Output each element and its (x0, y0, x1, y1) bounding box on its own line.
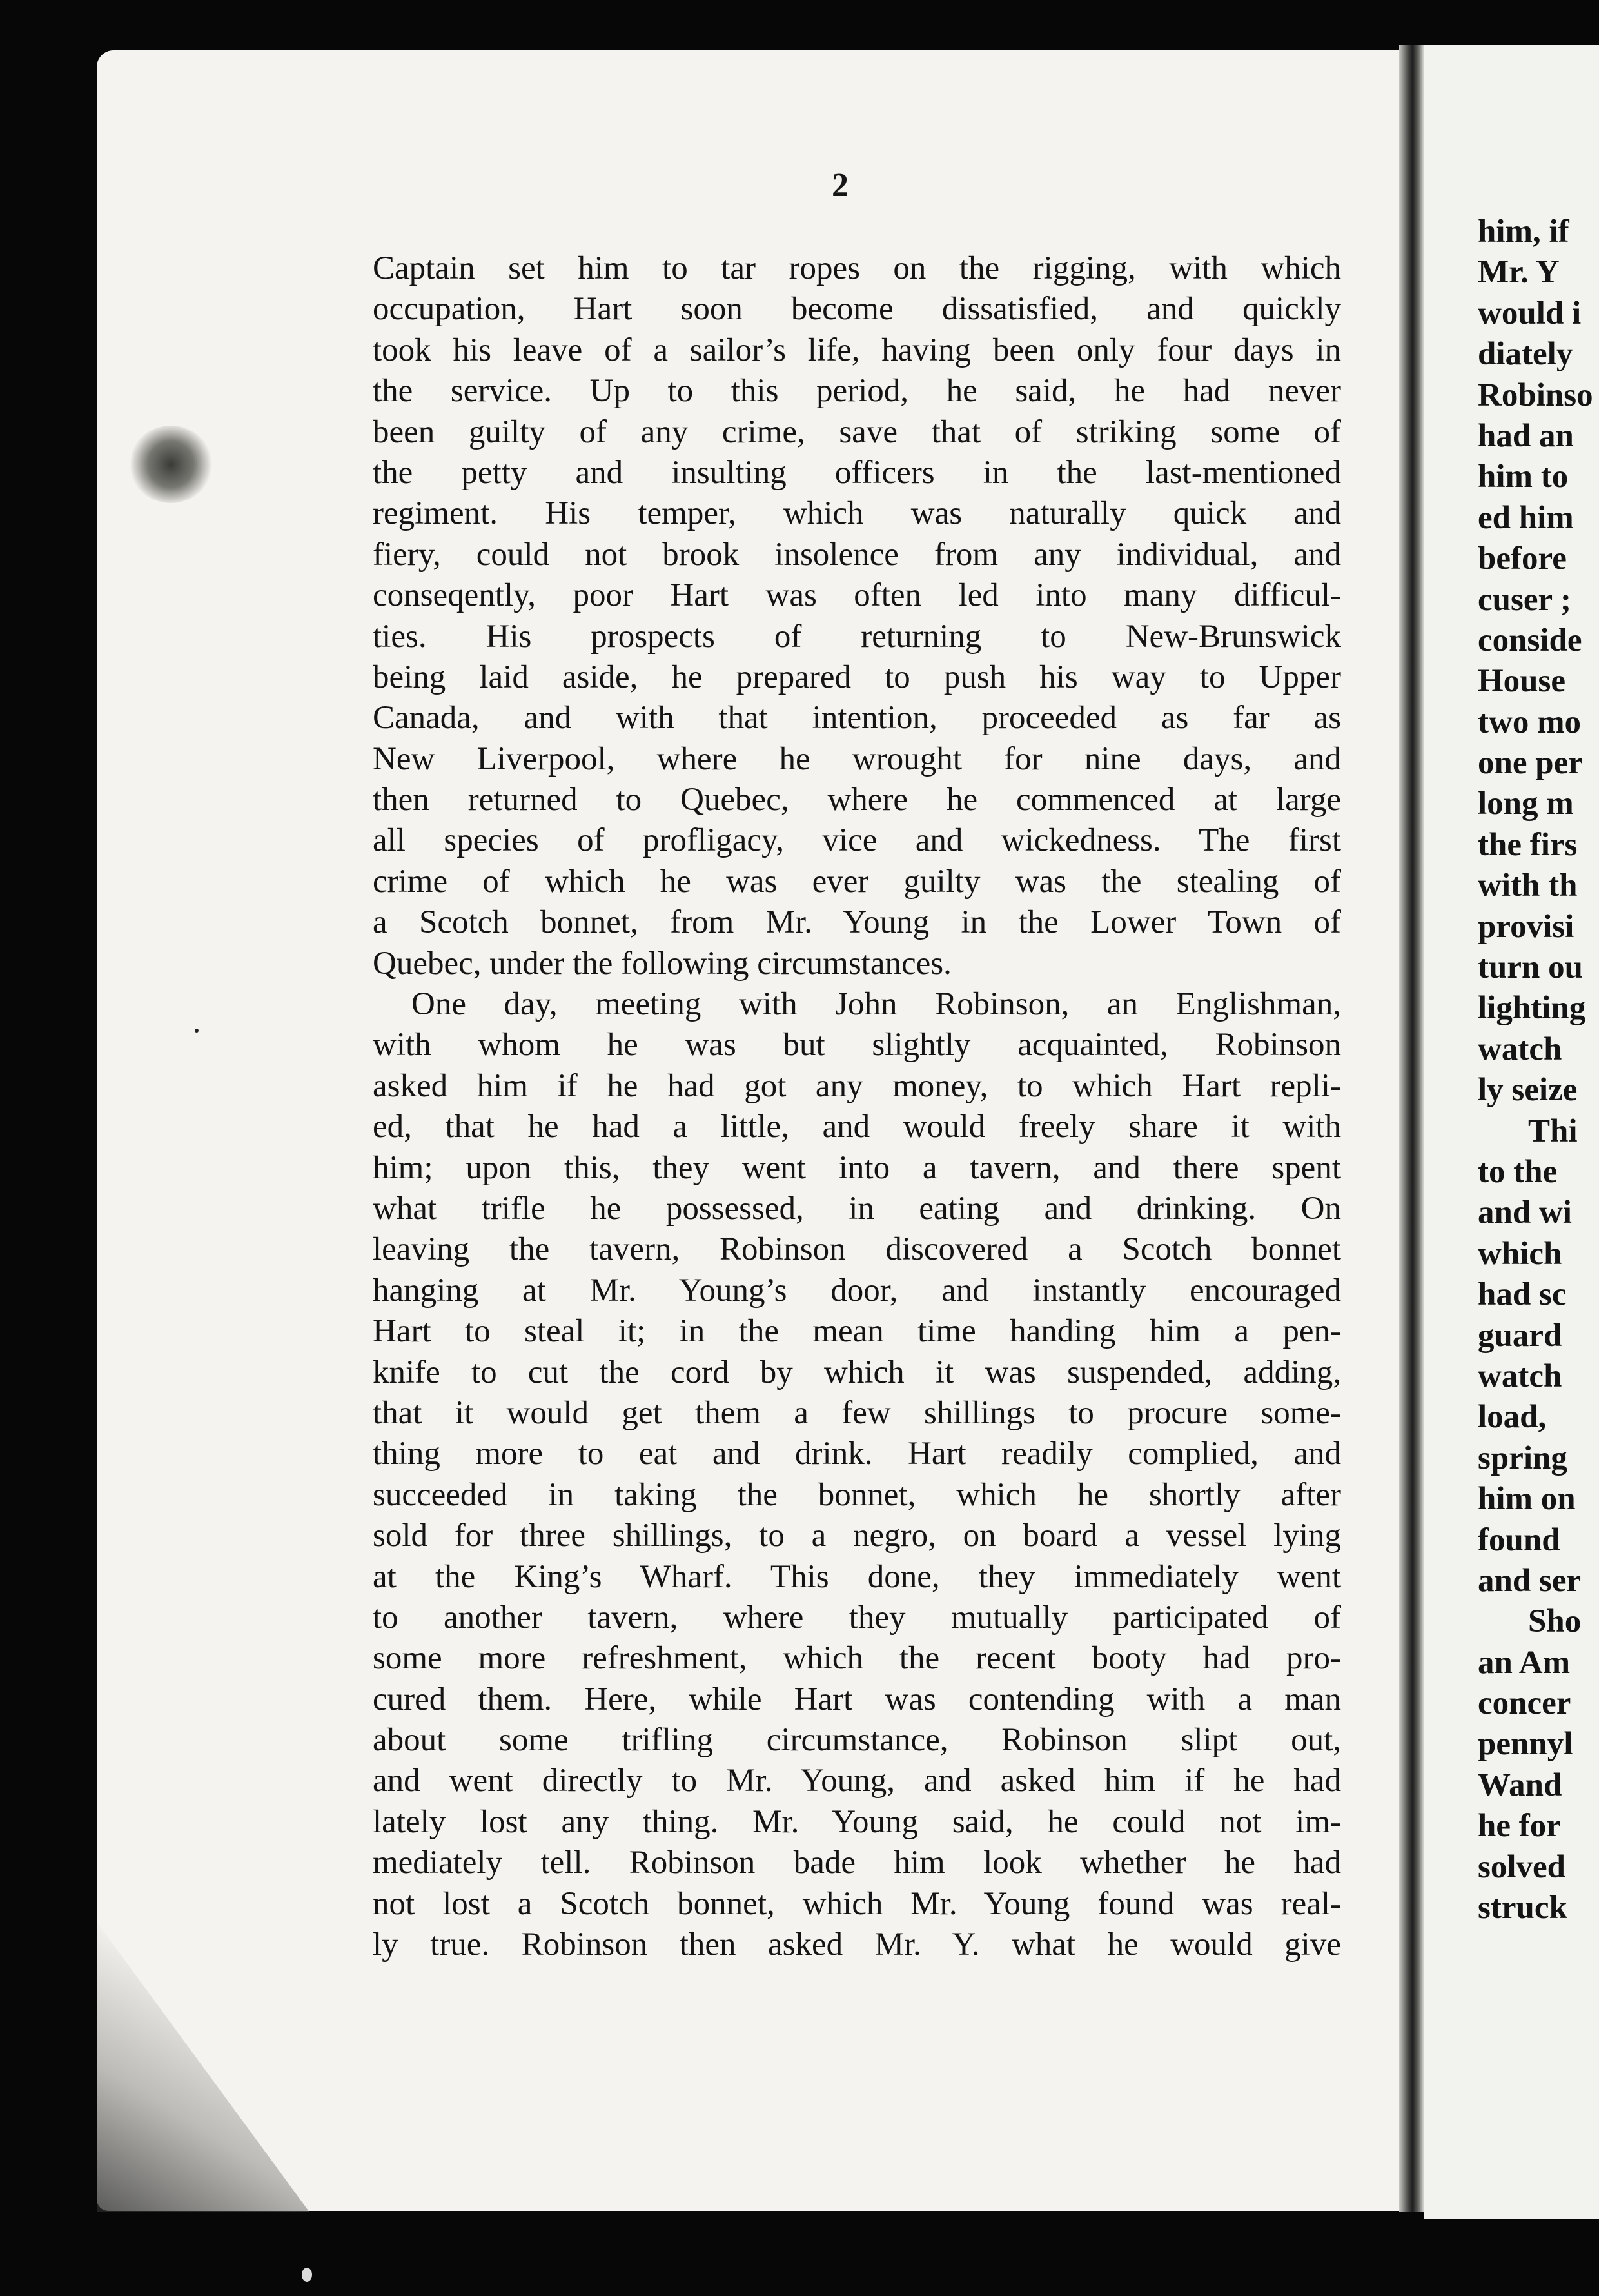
right-page-text-column (1478, 212, 1593, 1928)
text-line: New Liverpool, where he wrought for nine days, and (373, 740, 1341, 777)
text-line: ties. His prospects of returning to New-Brunswick (373, 618, 1341, 655)
text-line: some more refreshment, which the recent booty had pro- (373, 1640, 1341, 1677)
right-page-text-line: and wi (1478, 1194, 1572, 1231)
right-page-text-line: Mr. Y (1478, 254, 1560, 291)
text-line: ly true. Robinson then asked Mr. Y. what he would give (373, 1926, 1341, 1963)
right-page-text-line: him, if (1478, 213, 1569, 250)
text-line: asked him if he had got any money, to which Hart repli- (373, 1067, 1341, 1104)
text-line: succeeded in taking the bonnet, which he shortly after (373, 1476, 1341, 1513)
right-page-text-line: diately (1478, 336, 1573, 373)
text-line: what trifle he possessed, in eating and drinking. On (373, 1190, 1341, 1227)
text-line: crime of which he was ever guilty was the stealing of (373, 863, 1341, 900)
right-page-text-line: turn ou (1478, 949, 1583, 986)
text-line: sold for three shillings, to a negro, on board a vessel lying (373, 1518, 1341, 1554)
right-page-text-line: had an (1478, 417, 1574, 454)
text-line: the service. Up to this period, he said, he had never (373, 373, 1341, 410)
right-page-text-line: long m (1478, 786, 1574, 822)
text-line: a Scotch bonnet, from Mr. Young in the Lower Town of (373, 904, 1341, 941)
right-page-text-line: the firs (1478, 826, 1578, 863)
right-page-text-line: before (1478, 540, 1567, 577)
right-page-text-line: Robinso (1478, 377, 1593, 413)
text-line: thing more to eat and drink. Hart readily complied, and (373, 1436, 1341, 1472)
text-line: occupation, Hart soon become dissatisfied, and quickly (373, 291, 1341, 328)
text-line: then returned to Quebec, where he commenced at large (373, 782, 1341, 818)
right-page-text-line: which (1478, 1235, 1562, 1272)
right-page-text-line: conside (1478, 622, 1582, 658)
right-page-text-line: Thi (1528, 1113, 1578, 1149)
text-line: and went directly to Mr. Young, and asked him if he had (373, 1763, 1341, 1799)
text-line: been guilty of any crime, save that of striking some of (373, 413, 1341, 450)
right-page-text-line: struck (1478, 1890, 1567, 1926)
right-page-text-line: him on (1478, 1481, 1576, 1518)
right-page-text-line: guard (1478, 1317, 1562, 1354)
text-line: Canada, and with that intention, proceeded as far as (373, 700, 1341, 737)
right-page-text-line: spring (1478, 1440, 1567, 1476)
text-line: leaving the tavern, Robinson discovered a Scotch bonnet (373, 1231, 1341, 1268)
text-line: took his leave of a sailor’s life, having been only four days in (373, 332, 1341, 368)
text-line: mediately tell. Robinson bade him look whether he had (373, 1845, 1341, 1881)
right-page-text-line: and ser (1478, 1562, 1582, 1599)
text-line: at the King’s Wharf. This done, they immediately went (373, 1558, 1341, 1595)
right-page-text-line: found (1478, 1521, 1560, 1558)
text-line: fiery, could not brook insolence from any individual, and (373, 536, 1341, 573)
right-page-text-line: lighting (1478, 990, 1586, 1027)
right-page-text-line: him to (1478, 459, 1569, 495)
paper-speck (302, 2268, 312, 2282)
right-page-text-line: Wand (1478, 1767, 1562, 1803)
right-page-text-line: with th (1478, 867, 1578, 904)
right-page-text-line: provisi (1478, 908, 1574, 945)
text-line: regiment. His temper, which was naturally quick and (373, 495, 1341, 532)
text-line: conseqently, poor Hart was often led into many difficul- (373, 577, 1341, 614)
text-line: hanging at Mr. Young’s door, and instantly encouraged (373, 1272, 1341, 1309)
text-line: not lost a Scotch bonnet, which Mr. Young found was real- (373, 1885, 1341, 1922)
right-page-text-line: would i (1478, 295, 1582, 332)
right-page-text-line: load, (1478, 1399, 1547, 1436)
text-line: ed, that he had a little, and would freely share it with (373, 1109, 1341, 1145)
right-page-text-line: he for (1478, 1808, 1561, 1845)
text-line: that it would get them a few shillings to procure some- (373, 1394, 1341, 1431)
right-page-text-line: House (1478, 663, 1566, 700)
text-line: the petty and insulting officers in the last-mentioned (373, 454, 1341, 491)
right-page-text-line: two mo (1478, 704, 1582, 740)
main-text-column (373, 248, 1341, 1965)
right-page-text-line: had sc (1478, 1276, 1567, 1313)
text-line: being laid aside, he prepared to push his way to Upper (373, 658, 1341, 695)
text-line: One day, meeting with John Robinson, an Englishman, (411, 986, 1341, 1023)
text-line: cured them. Here, while Hart was contending with a man (373, 1681, 1341, 1717)
text-line: Hart to steal it; in the mean time handing him a pen- (373, 1313, 1341, 1350)
right-page-text-line: one per (1478, 745, 1583, 782)
right-page-text-line: cuser ; (1478, 581, 1571, 618)
right-page-text-line: concer (1478, 1685, 1571, 1722)
right-page-text-line: ed him (1478, 499, 1574, 536)
right-page-text-line: watch (1478, 1031, 1562, 1067)
paper-stain (129, 426, 213, 503)
right-page-text-line: Sho (1528, 1603, 1582, 1640)
text-line: lately lost any thing. Mr. Young said, he could not im- (373, 1803, 1341, 1840)
text-line: all species of profligacy, vice and wickedness. The first (373, 822, 1341, 859)
right-page-text-line: solved (1478, 1848, 1566, 1885)
page-number: 2 (832, 167, 849, 204)
text-line: about some trifling circumstance, Robinson slipt out, (373, 1722, 1341, 1759)
right-page-text-line: watch (1478, 1358, 1562, 1394)
right-page-text-line: to the (1478, 1153, 1558, 1190)
right-page-text-line: ly seize (1478, 1072, 1578, 1109)
text-line: with whom he was but slightly acquainted, Robinson (373, 1027, 1341, 1064)
book-spine (1399, 45, 1424, 2212)
paper-speck (195, 1029, 199, 1033)
text-line: knife to cut the cord by which it was suspended, adding, (373, 1354, 1341, 1390)
text-line: Quebec, under the following circumstances. (373, 945, 952, 982)
text-line: him; upon this, they went into a tavern, and there spent (373, 1149, 1341, 1186)
right-page-text-line: pennyl (1478, 1726, 1573, 1763)
right-page-text-line: an Am (1478, 1644, 1571, 1681)
text-line: Captain set him to tar ropes on the rigging, with which (373, 250, 1341, 286)
text-line: to another tavern, where they mutually participated of (373, 1599, 1341, 1636)
